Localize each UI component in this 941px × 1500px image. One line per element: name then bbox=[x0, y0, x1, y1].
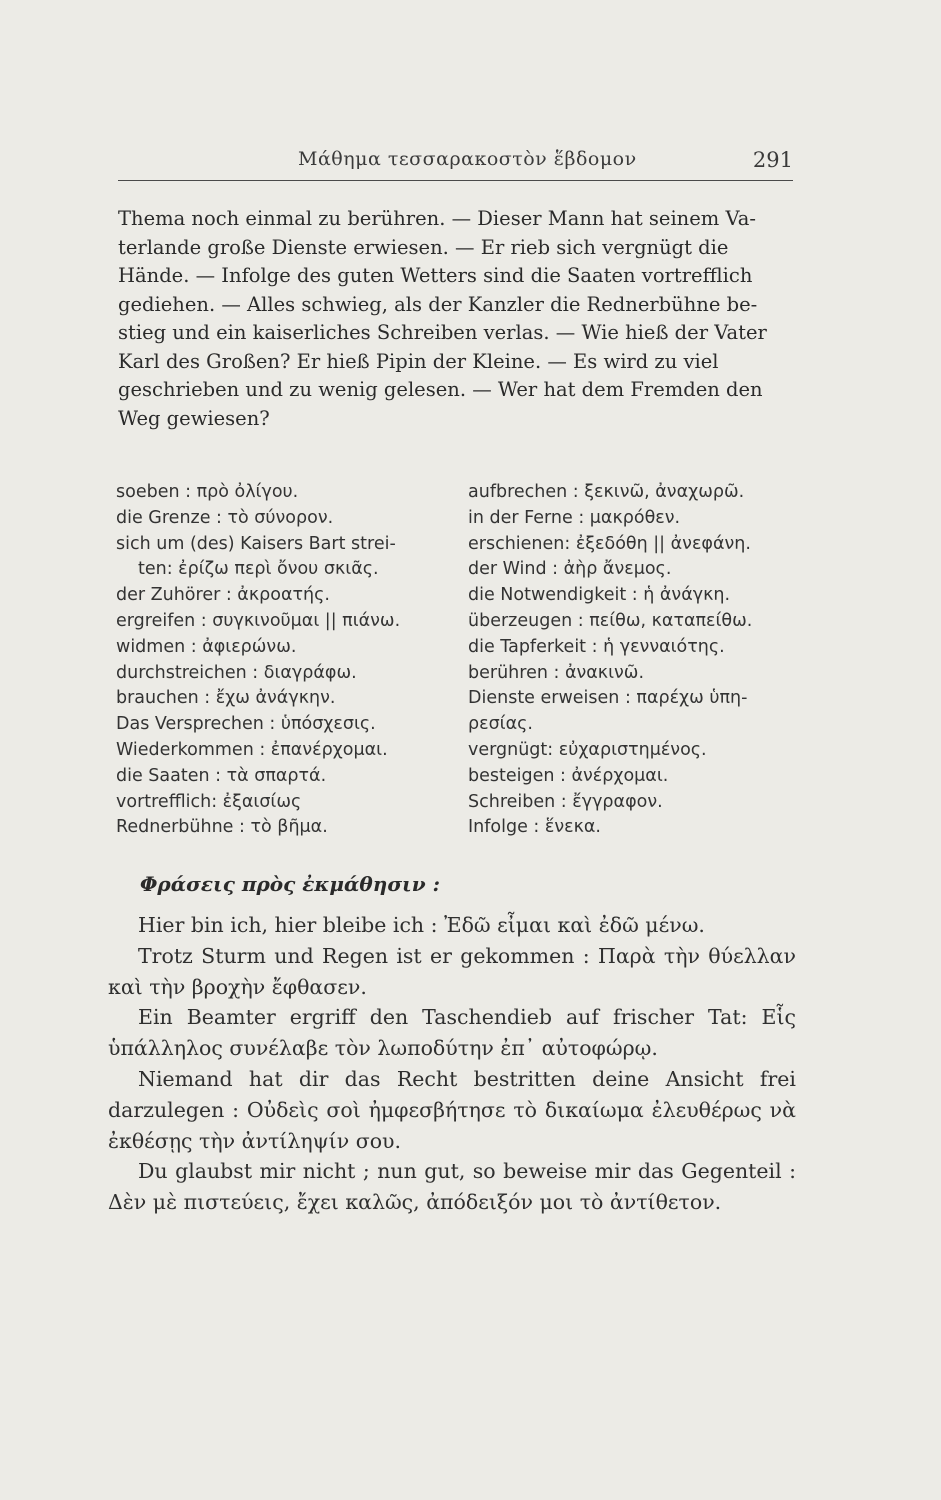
vocab-entry: in der Ferne : μακρόθεν. bbox=[468, 507, 681, 528]
fraktur-paragraph bbox=[118, 205, 794, 433]
page-header bbox=[118, 140, 793, 181]
vocab-entry: ρεσίας. bbox=[468, 714, 533, 735]
phrase-item: Hier bin ich, hier bleibe ich : Ἐδῶ εἶμαι καὶ ἐδῶ μένω. bbox=[138, 913, 705, 937]
vocab-entry: erschienen: ἐξεδόθη || ἀνεφάνη. bbox=[468, 533, 751, 554]
vocab-entry: besteigen : ἀνέρχομαι. bbox=[468, 765, 669, 786]
vocab-entry: die Notwendigkeit : ἡ ἀνάγκη. bbox=[468, 585, 731, 606]
vocab-entry: Schreiben : ἔγγραφον. bbox=[468, 791, 663, 812]
text-line: terlande große Dienste erwiesen. — Er rieb sich vergnügt die bbox=[118, 235, 729, 259]
text-line: stieg und ein kaiserliches Schreiben verlas. — Wie hieß der Vater bbox=[118, 321, 767, 344]
vocab-entry: widmen : ἀφιερώνω. bbox=[116, 636, 297, 657]
text-line: Weg gewiesen? bbox=[118, 406, 270, 430]
vocab-entry: ergreifen : συγκινοῦμαι || πιάνω. bbox=[116, 610, 401, 631]
vocab-entry: vergnügt: εὐχαριστημένος. bbox=[468, 739, 707, 760]
phrase-item: Du glaubst mir nicht ; nun gut, so beweise mir das Gegenteil : Δὲν μὲ πιστεύεις, ἔχει καλῶς, ἀπόδειξόν μοι τὸ ἀντίθετον. bbox=[108, 1159, 796, 1215]
vocab-entry: Dienste erweisen : παρέχω ὑπη- bbox=[468, 688, 748, 709]
vocab-entry: vortrefflich: ἐξαισίως bbox=[116, 791, 302, 812]
vocab-entry: Wiederkommen : ἐπανέρχομαι. bbox=[116, 739, 388, 760]
text-line: Hände. — Infolge des guten Wetters sind die Saaten vortrefflich bbox=[118, 264, 753, 287]
vocab-entry: der Zuhörer : ἀκροατής. bbox=[116, 585, 330, 606]
vocab-entry: sich um (des) Kaisers Bart strei- bbox=[116, 533, 396, 554]
vocab-entry: aufbrechen : ξεκινῶ, ἀναχωρῶ. bbox=[468, 482, 745, 502]
text-line: Karl des Großen? Er hieß Pipin der Kleine. — Es wird zu viel bbox=[118, 349, 719, 373]
vocab-entry: Das Versprechen : ὑπόσχεσις. bbox=[116, 714, 376, 735]
vocab-entry: Infolge : ἕνεκα. bbox=[468, 817, 601, 838]
vocab-entry: überzeugen : πείθω, καταπείθω. bbox=[468, 610, 753, 631]
vocab-entry: die Tapferkeit : ἡ γενναιότης. bbox=[468, 636, 725, 657]
vocabulary-right-column bbox=[468, 480, 798, 841]
vocab-entry: der Wind : ἀὴρ ἄνεμος. bbox=[468, 559, 672, 580]
vocab-entry: soeben : πρὸ ὀλίγου. bbox=[116, 482, 299, 502]
vocab-entry: die Saaten : τὰ σπαρτά. bbox=[116, 765, 327, 786]
phrases-heading: Φράσεις πρὸς ἐκμάθησιν : bbox=[140, 872, 440, 896]
text-line: Thema noch einmal zu berühren. — Dieser Mann hat seinem Va- bbox=[118, 207, 756, 230]
vocab-entry: die Grenze : τὸ σύνορον. bbox=[116, 507, 334, 528]
page-number: 291 bbox=[752, 148, 793, 172]
phrases-list bbox=[108, 910, 796, 1218]
text-line: geschrieben und zu wenig gelesen. — Wer hat dem Fremden den bbox=[118, 378, 763, 401]
vocab-entry: durchstreichen : διαγράφω. bbox=[116, 662, 357, 683]
chapter-title: Μάθημα τεσσαρακοστὸν ἕβδομον bbox=[298, 148, 637, 170]
vocab-entry: brauchen : ἔχω ἀνάγκην. bbox=[116, 688, 336, 709]
vocab-entry: Rednerbühne : τὸ βῆμα. bbox=[116, 817, 328, 838]
phrase-item: Ein Beamter ergriff den Taschendieb auf frischer Tat: Εἷς ὑπάλληλος συνέλαβε τὸν λωποδύτην ἐπ᾽ αὐτοφώρῳ. bbox=[108, 1005, 796, 1061]
vocabulary-left-column bbox=[116, 480, 456, 841]
phrase-item: Niemand hat dir das Recht bestritten deine Ansicht frei darzulegen : Οὐδεὶς σοὶ ἠμφεσβήτησε τὸ δικαίωμα ἐλευθέρως νὰ ἐκθέσῃς τὴν ἀντίληψίν σου. bbox=[108, 1066, 796, 1153]
text-line: gediehen. — Alles schwieg, als der Kanzler die Rednerbühne be- bbox=[118, 292, 758, 316]
phrase-item: Trotz Sturm und Regen ist er gekommen : Παρὰ τὴν θύελλαν καὶ τὴν βροχὴν ἔφθασεν. bbox=[108, 943, 796, 999]
vocab-entry: ten: ἐρίζω περὶ ὄνου σκιᾶς. bbox=[138, 559, 379, 580]
vocab-entry: berühren : ἀνακινῶ. bbox=[468, 662, 645, 683]
